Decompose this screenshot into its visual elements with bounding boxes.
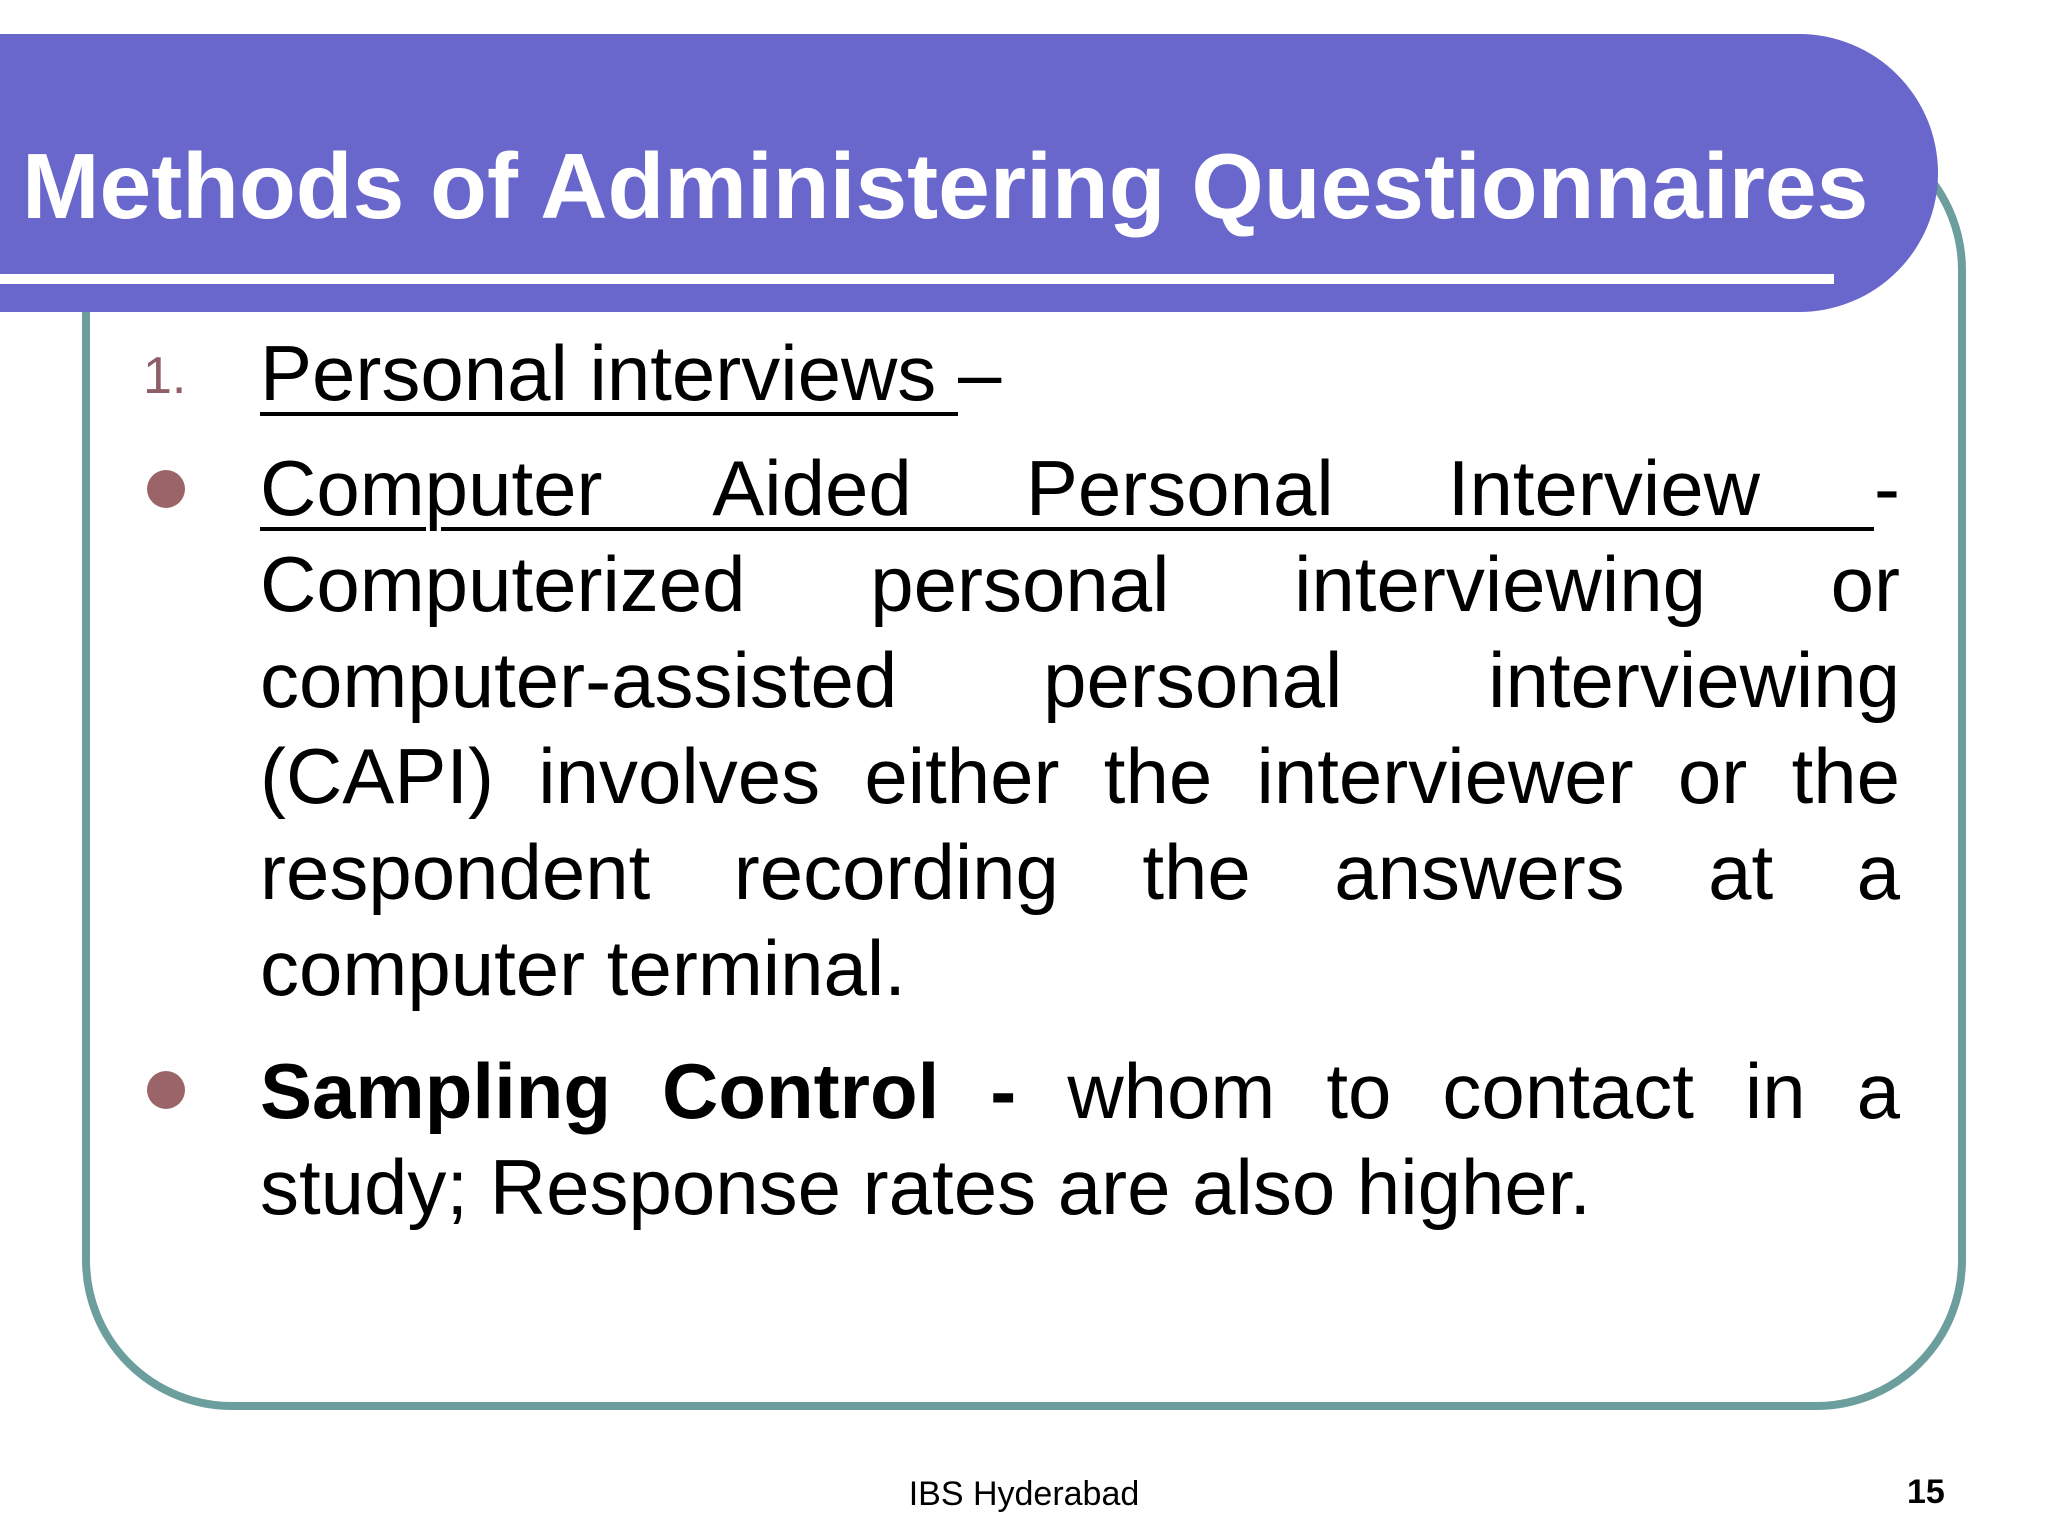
item-heading: Personal interviews: [260, 329, 958, 417]
item-dash: –: [957, 329, 1002, 417]
bullet-item-sampling: [260, 1043, 1900, 1235]
title-bar: [0, 34, 1938, 312]
bullet-text-sampling: whom to contact in a study; Response rates are also higher.: [260, 1047, 1901, 1231]
bullet-text-capi: Computerized personal interviewing or computer-assisted personal interviewing (CAPI) involves either the interviewer or the respondent recording the answers at a computer terminal.: [260, 540, 1900, 1012]
bullet-term-sampling: Sampling Control -: [260, 1047, 1017, 1135]
numbered-item: [260, 325, 1900, 421]
footer-organization: IBS Hyderabad: [908, 1475, 1140, 1513]
bullet-separator: -: [1874, 444, 1900, 532]
page-number: 15: [1907, 1473, 1945, 1511]
slide-title: Methods of Administering Questionnaires: [22, 134, 1869, 238]
title-underline-rule: [0, 274, 1834, 284]
bullet-item-capi: [260, 440, 1900, 1016]
bullet-marker: [147, 470, 185, 508]
bullet-term-capi: Computer Aided Personal Interview: [260, 444, 1875, 532]
bullet-marker: [147, 1071, 185, 1109]
list-number: 1.: [143, 347, 187, 405]
